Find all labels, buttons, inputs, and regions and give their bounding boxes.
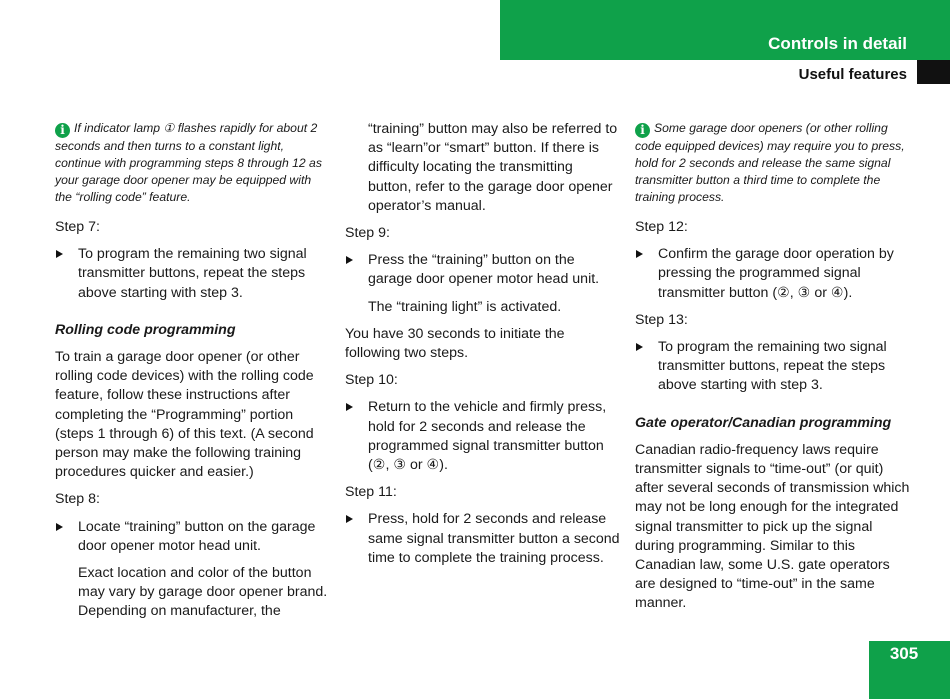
step-bullet: Return to the vehicle and firmly press, hold for 2 seconds and release the programmed signal transmitter button (②, ③ or ④).: [345, 398, 620, 475]
step-label: Step 11:: [345, 484, 397, 501]
column-2: [345, 120, 620, 576]
page-number: 305: [889, 644, 919, 663]
subsection-title: Useful features: [798, 66, 907, 83]
triangle-bullet-icon: [346, 256, 353, 264]
paragraph: To train a garage door opener (or other rolling code devices) with the rolling code feature, follow these instructions after completing the “Programming” portion (steps 1 through 6) of this text. (A second person may make the following training procedures quicker and easier.): [55, 349, 314, 481]
info-icon: i: [55, 123, 70, 138]
section-heading: Gate operator/Canadian programming: [635, 414, 892, 431]
info-note: i If indicator lamp ① flashes rapidly for about 2 seconds and then turns to a constant light, continue with programming steps 8 through 12 as your garage door opener may be equipped with the “rolling code” feature.: [55, 121, 322, 204]
step-bullet: Press the “training” button on the garage door opener motor head unit.: [345, 251, 620, 289]
paragraph: You have 30 seconds to initiate the following two steps.: [345, 325, 565, 362]
section-heading: Rolling code programming: [55, 321, 236, 338]
step-label: Step 12:: [635, 219, 688, 235]
step-bullet: Press, hold for 2 seconds and release same signal transmitter button a second time to complete the training process.: [345, 510, 620, 568]
page-number-box: [869, 641, 950, 699]
column-3: [635, 120, 910, 622]
triangle-bullet-icon: [636, 343, 643, 351]
triangle-bullet-icon: [56, 250, 63, 258]
step-bullet: Confirm the garage door operation by pressing the programmed signal transmitter button (②, ③ or ④).: [635, 245, 910, 303]
section-title: Controls in detail: [768, 34, 907, 53]
step-bullet: To program the remaining two signal transmitter buttons, repeat the steps above starting with step 3.: [55, 245, 330, 303]
step-bullet: To program the remaining two signal transmitter buttons, repeat the steps above starting with step 3.: [635, 338, 910, 396]
paragraph: The “training light” is activated.: [368, 298, 562, 315]
step-label: Step 7:: [55, 219, 100, 235]
step-label: Step 9:: [345, 225, 390, 242]
step-bullet: Locate “training” button on the garage door opener motor head unit.: [55, 518, 330, 556]
triangle-bullet-icon: [636, 250, 643, 258]
paragraph: Exact location and color of the button may vary by garage door opener brand. Depending on manufacturer, the: [78, 565, 328, 620]
paragraph: Canadian radio-frequency laws require transmitter signals to “time-out” (or quit) after several seconds of transmission which may not be long enough for the integrated signal transmitter to pick up the signal during programming. Similar to this Canadian law, some U.S. gate operators are designed to “time-out” in the same manner.: [635, 441, 910, 612]
paragraph: “training” button may also be referred to as “learn”or “smart” button. If there is difficulty locating the transmitting button, refer to the garage door opener operator’s manual.: [368, 121, 618, 214]
step-label: Step 8:: [55, 491, 100, 508]
triangle-bullet-icon: [346, 403, 353, 411]
header-marker: [917, 60, 950, 84]
triangle-bullet-icon: [56, 523, 63, 531]
step-label: Step 10:: [345, 372, 398, 389]
column-1: [55, 120, 330, 630]
triangle-bullet-icon: [346, 515, 353, 523]
info-note: i Some garage door openers (or other rolling code equipped devices) may require you to press, hold for 2 seconds and release the same signal transmitter button a third time to complete the training process.: [635, 121, 905, 204]
info-icon: i: [635, 123, 650, 138]
step-label: Step 13:: [635, 311, 688, 328]
